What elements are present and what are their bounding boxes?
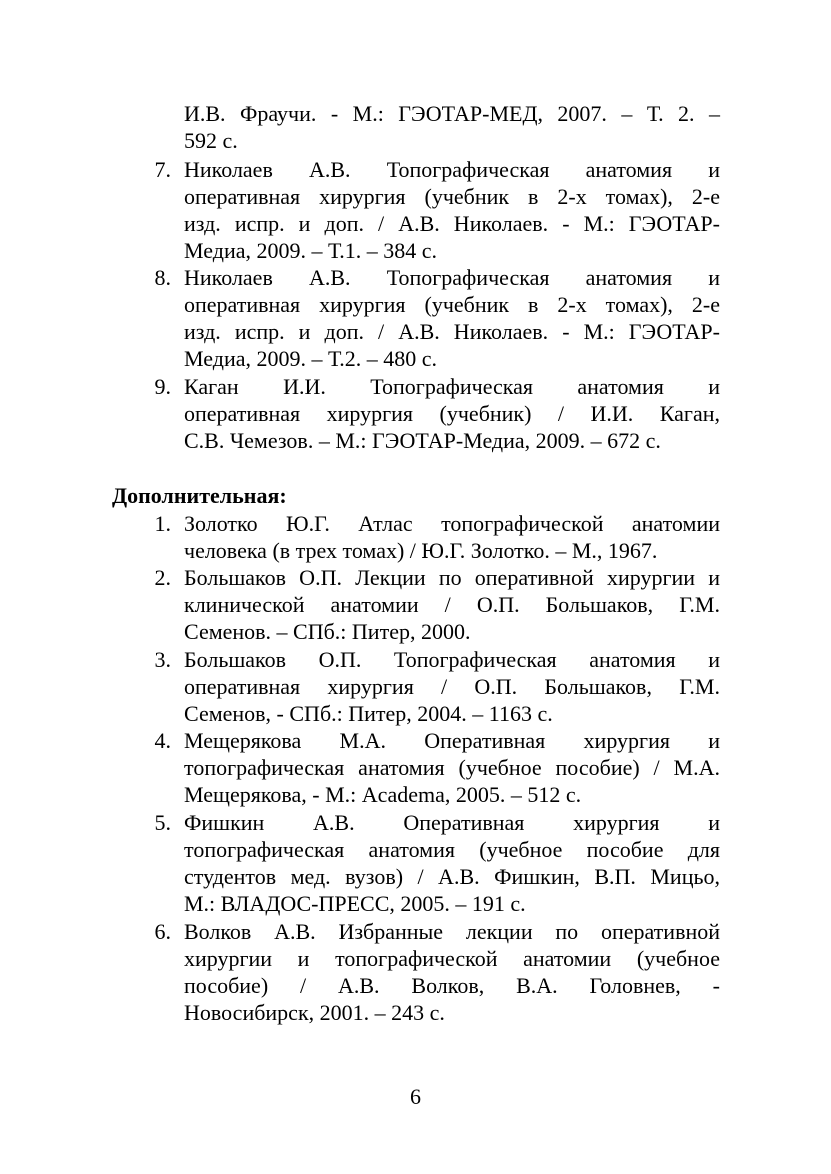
list-item-number: 6. — [154, 919, 171, 944]
list-item-line: Медиа, 2009. – Т.2. – 480 с. — [184, 346, 437, 371]
list-item-line: студентов мед. вузов) / А.В. Фишкин, В.П. Мицьо, — [184, 864, 720, 889]
list-item-number: 1. — [154, 511, 171, 536]
list-item-line: Каган И.И. Топографическая анатомия и — [184, 374, 720, 399]
list-item-number: 5. — [154, 810, 171, 835]
list-item-line: клинической анатомии / О.П. Большаков, Г.М. — [184, 592, 720, 617]
list-item-line: Большаков О.П. Лекции по оперативной хирургии и — [184, 565, 720, 590]
page-number: 6 — [410, 1084, 421, 1109]
list-item-line: оперативная хирургия / О.П. Большаков, Г.М. — [184, 674, 720, 699]
list-item-line: Фишкин А.В. Оперативная хирургия и — [184, 810, 720, 835]
list-item-number: 9. — [154, 374, 171, 399]
list-item-line: пособие) / А.В. Волков, В.А. Головнев, - — [184, 973, 720, 998]
continuation-line: 592 с. — [184, 128, 238, 153]
list-item-line: Большаков О.П. Топографическая анатомия и — [184, 647, 720, 672]
list-item-line: Семенов, - СПб.: Питер, 2004. – 1163 с. — [184, 701, 553, 726]
list-item-number: 8. — [154, 265, 171, 290]
list-item-number: 4. — [154, 728, 171, 753]
list-item-line: Новосибирск, 2001. – 243 с. — [184, 1000, 445, 1025]
list-item-line: оперативная хирургия (учебник в 2-х томах), 2-е — [184, 292, 720, 317]
list-item-line: оперативная хирургия (учебник) / И.И. Каган, — [184, 401, 720, 426]
section-heading: Дополнительная: — [112, 483, 287, 508]
list-item-line: Николаев А.В. Топографическая анатомия и — [184, 157, 720, 182]
list-item-line: Николаев А.В. Топографическая анатомия и — [184, 265, 720, 290]
list-item-line: изд. испр. и доп. / А.В. Николаев. - М.: ГЭОТАР- — [184, 211, 720, 236]
list-item-line: Волков А.В. Избранные лекции по оперативной — [184, 919, 720, 944]
list-item-line: изд. испр. и доп. / А.В. Николаев. - М.: ГЭОТАР- — [184, 319, 720, 344]
list-item-line: топографическая анатомия (учебное пособие) / М.А. — [184, 755, 720, 780]
list-item-line: Семенов. – СПб.: Питер, 2000. — [184, 619, 471, 644]
list-item-number: 7. — [154, 157, 171, 182]
list-item-line: Мещерякова, - М.: Academa, 2005. – 512 с. — [184, 782, 582, 807]
list-item-line: оперативная хирургия (учебник в 2-х томах), 2-е — [184, 184, 720, 209]
list-item-line: Золотко Ю.Г. Атлас топографической анатомии — [184, 511, 720, 536]
continuation-line: И.В. Фраучи. - М.: ГЭОТАР-МЕД, 2007. – Т. 2. – — [184, 101, 720, 126]
list-item-line: хирургии и топографической анатомии (учебное — [184, 946, 720, 971]
list-item-line: Мещерякова М.А. Оперативная хирургия и — [184, 728, 720, 753]
list-item-number: 3. — [154, 647, 171, 672]
list-item-line: Медиа, 2009. – Т.1. – 384 с. — [184, 238, 437, 263]
list-item-line: С.В. Чемезов. – М.: ГЭОТАР-Медиа, 2009. – 672 с. — [184, 428, 661, 453]
list-item-line: М.: ВЛАДОС-ПРЕСС, 2005. – 191 с. — [184, 891, 526, 916]
list-item-number: 2. — [154, 565, 171, 590]
list-item-line: человека (в трех томах) / Ю.Г. Золотко. – М., 1967. — [184, 538, 658, 563]
list-item-line: топографическая анатомия (учебное пособие для — [184, 837, 720, 862]
